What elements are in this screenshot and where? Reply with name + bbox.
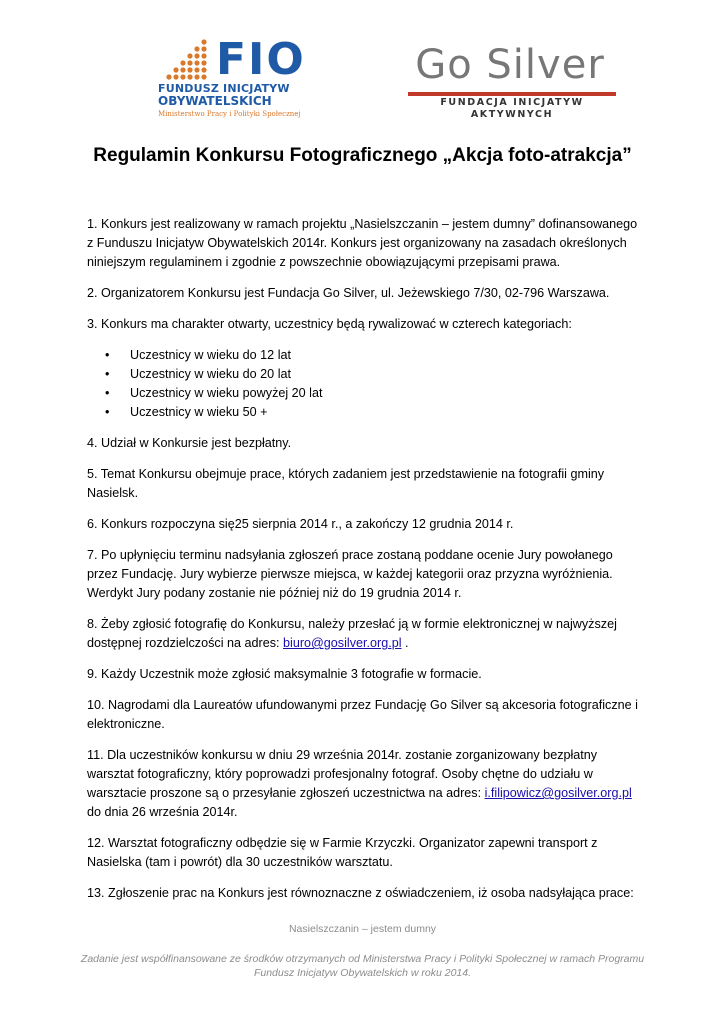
paragraph-8-text: 8. Żeby zgłosić fotografię do Konkursu, należy przesłać ją w formie elektronicznej w najwyższej dostępnej rozdzielczości na adres: [87,617,617,650]
fio-dots-graphic [158,38,214,82]
paragraph-5: 5. Temat Konkursu obejmuje prace, których zadaniem jest przedstawienie na fotografii gminy Nasielsk. [87,467,605,500]
categories-list [87,346,639,422]
list-item: • Uczestnicy w wieku 50 + [130,403,639,422]
paragraph-4: 4. Udział w Konkursie jest bezpłatny. [87,436,292,450]
page-title: Regulamin Konkursu Fotograficznego „Akcja foto-atrakcja” [93,145,632,166]
paragraph-8 [87,615,639,653]
fio-logo-line2: OBYWATELSKICH [158,94,272,108]
footer-project-name: Nasielszczanin – jestem dumny [288,923,437,935]
paragraph-9: 9. Każdy Uczestnik może zgłosić maksymalnie 3 fotografie w formacie. [87,667,482,681]
fio-logo-line1: FUNDUSZ INICJATYW [158,82,290,95]
list-item: • Uczestnicy w wieku do 12 lat [130,346,639,365]
gosilver-logo [404,42,616,120]
paragraph-11-end: do dnia 26 września 2014r. [87,805,238,819]
paragraph-8-end: . [401,636,409,650]
email-link-biuro[interactable]: biuro@gosilver.org.pl [283,636,402,650]
gosilver-logo-bar [408,92,616,96]
paragraph-13: 13. Zgłoszenie prac na Konkurs jest równoznaczne z oświadczeniem, iż osoba nadsyłająca prace: [87,886,634,900]
paragraph-3: 3. Konkurs ma charakter otwarty, uczestnicy będą rywalizować w czterech kategoriach: [87,317,572,331]
footer-funding-note: Zadanie jest współfinansowane ze środków otrzymanych od Ministerstwa Pracy i Polityki Społecznej w ramach Programu Fundusz Inicjatyw Obywatelskich w roku 2014. [80,953,645,979]
gosilver-logo-title: Go Silver [415,42,605,88]
paragraph-1: 1. Konkurs jest realizowany w ramach projektu „Nasielszczanin – jestem dumny” dofinansowanego z Funduszu Inicjatyw Obywatelskich 2014r. Konkurs jest organizowany na zasadach określonych niniejszym regulaminem i zgodnie z powszechnie obowiązującymi przepisami prawa. [87,217,638,269]
email-link-filipowicz[interactable]: i.filipowicz@gosilver.org.pl [484,786,632,800]
fio-logo [158,34,308,123]
regulations-body [87,215,639,915]
paragraph-11 [87,746,639,822]
fio-logo-ministry: Ministerstwo Pracy i Polityki Społecznej [158,110,301,118]
fio-logo-title: FIO [216,34,306,85]
paragraph-2: 2. Organizatorem Konkursu jest Fundacja Go Silver, ul. Jeżewskiego 7/30, 02-796 Warszawa. [87,286,610,300]
list-item: • Uczestnicy w wieku do 20 lat [130,365,639,384]
paragraph-10: 10. Nagrodami dla Laureatów ufundowanymi przez Fundację Go Silver są akcesoria fotograficzne i elektroniczne. [87,698,638,731]
paragraph-7: 7. Po upłynięciu terminu nadsyłania zgłoszeń prace zostaną poddane ocenie Jury powołanego przez Fundację. Jury wybierze pierwsze miejsca, w każdej kategorii oraz przyzna wyróżnienia. Werdykt Jury podany zostanie nie później niż do 19 grudnia 2014 r. [87,548,613,600]
gosilver-logo-subtitle: FUNDACJA INICJATYW AKTYWNYCH [440,97,584,120]
paragraph-12: 12. Warsztat fotograficzny odbędzie się w Farmie Krzyczki. Organizator zapewni transport z Nasielska (tam i powrót) dla 30 uczestników warsztatu. [87,836,598,869]
paragraph-11-text: 11. Dla uczestników konkursu w dniu 29 września 2014r. zostanie zorganizowany bezpłatny warsztat fotograficzny, który poprowadzi profesjonalny fotograf. Osoby chętne do udziału w warsztacie proszone są o przesyłanie zgłoszeń uczestnictwa na adres: [87,748,598,800]
paragraph-6: 6. Konkurs rozpoczyna się25 sierpnia 2014 r., a zakończy 12 grudnia 2014 r. [87,517,514,531]
list-item: • Uczestnicy w wieku powyżej 20 lat [130,384,639,403]
